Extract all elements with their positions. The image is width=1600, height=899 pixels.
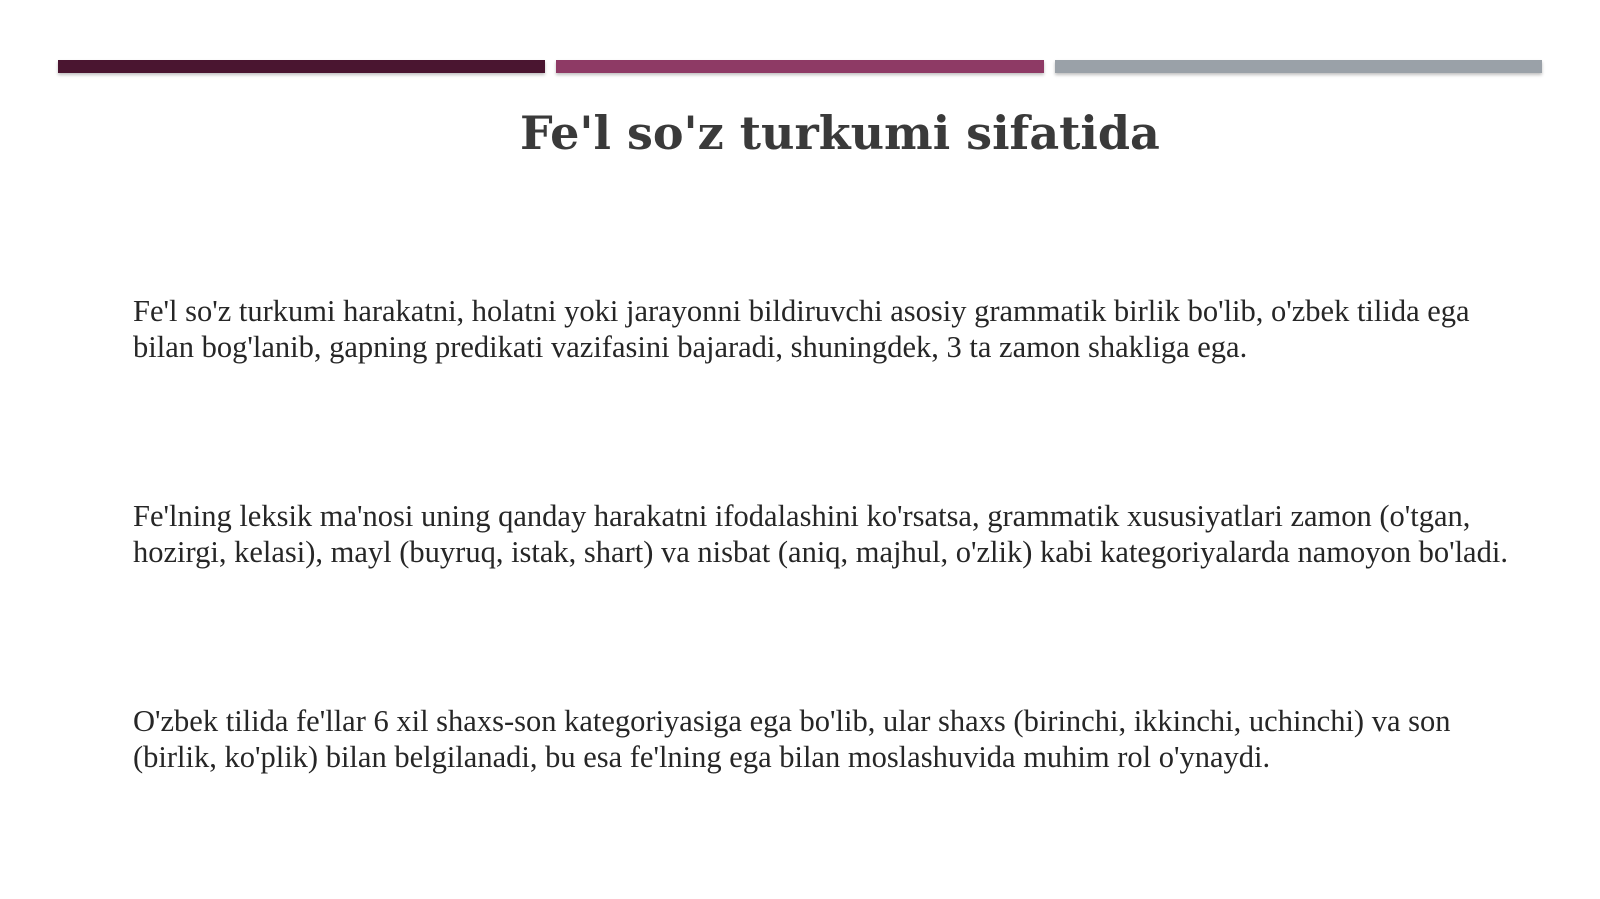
- paragraph-2: Fe'lning leksik ma'nosi uning qanday harakatni ifodalashini ko'rsatsa, grammatik xususiyatlari zamon (o'tgan, hozirgi, kelasi), mayl (buyruq, istak, shart) va nisbat (aniq, majhul, o'zlik) kabi kategoriyalarda namoyon bo'ladi.: [133, 499, 1508, 569]
- accent-bar-dark-plum: [58, 60, 545, 73]
- paragraph-1: Fe'l so'z turkumi harakatni, holatni yoki jarayonni bildiruvchi asosiy grammatik birlik bo'lib, o'zbek tilida ega bilan bog'lanib, gapning predikati vazifasini bajaradi, shuningdek, 3 ta zamon shakliga ega.: [133, 294, 1470, 364]
- paragraph-3: O'zbek tilida fe'llar 6 xil shaxs-son kategoriyasiga ega bo'lib, ular shaxs (birinchi, ikkinchi, uchinchi) va son (birlik, ko'plik) bilan belgilanadi, bu esa fe'lning ega bilan moslashuvida muhim rol o'ynaydi.: [133, 704, 1451, 774]
- accent-bar-magenta: [556, 60, 1044, 73]
- accent-bar-gray: [1055, 60, 1542, 73]
- accent-bars: [58, 60, 1542, 73]
- slide-title: Fe'l so'z turkumi sifatida: [520, 106, 1160, 160]
